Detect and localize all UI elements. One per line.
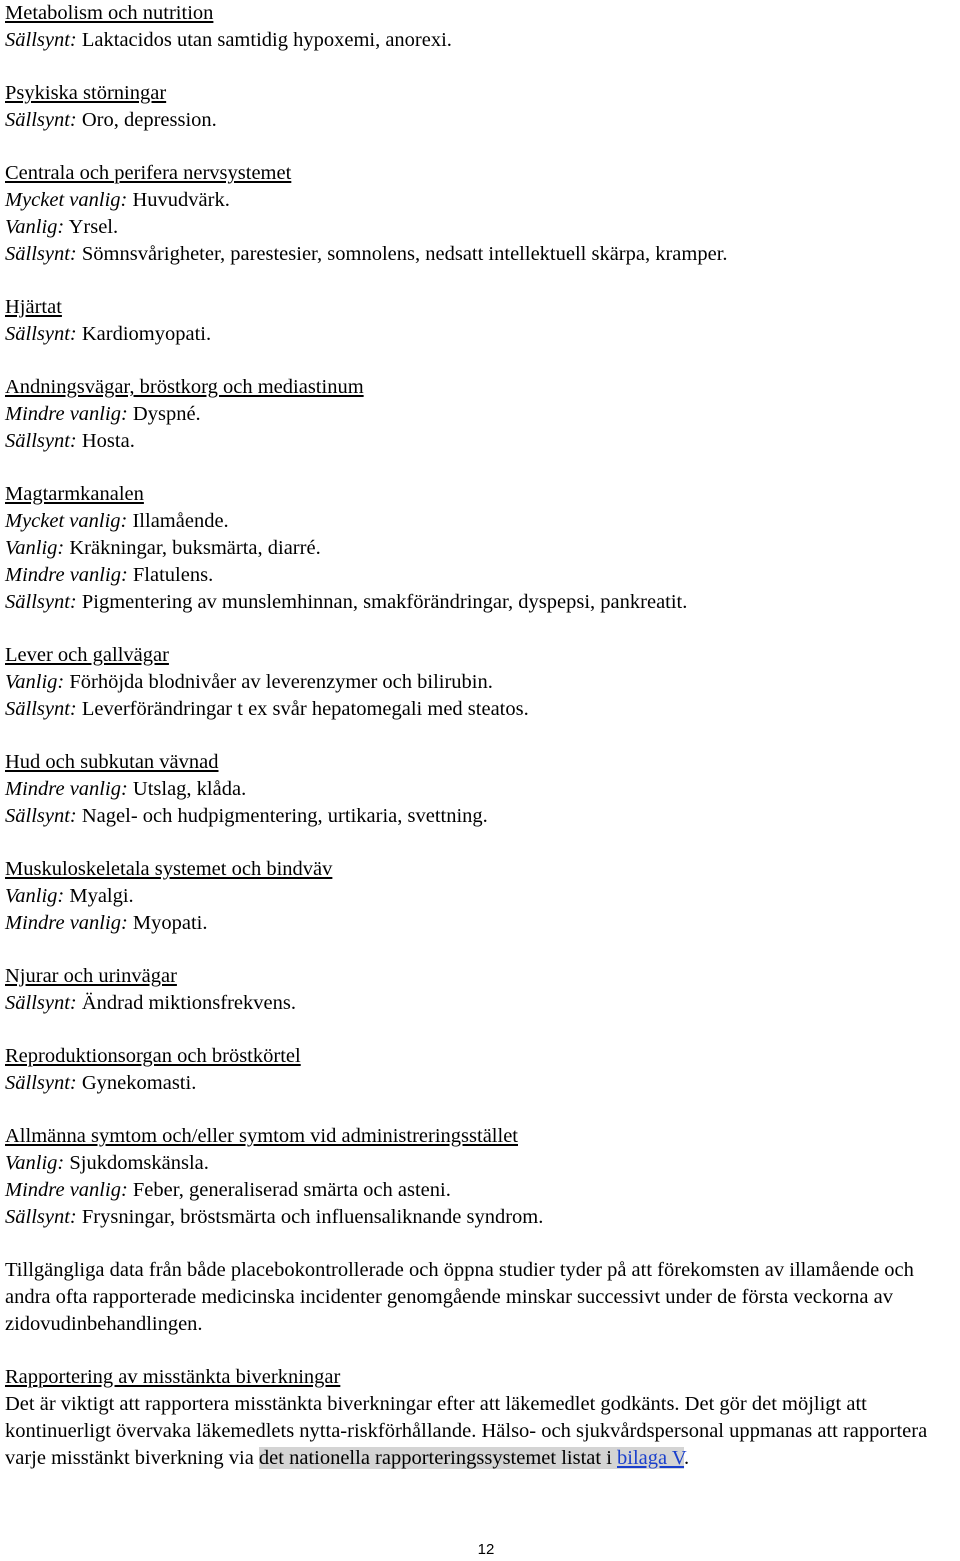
reaction-line bbox=[5, 1177, 960, 1204]
reporting-highlighted-text: det nationella rapporteringssystemet listat i bbox=[258, 1447, 618, 1469]
reaction-line bbox=[5, 883, 960, 910]
reaction-text: Leverförändringar t ex svår hepatomegali med steatos. bbox=[76, 698, 529, 720]
reaction-line bbox=[5, 1204, 960, 1231]
reaction-text: Nagel- och hudpigmentering, urtikaria, svettning. bbox=[76, 805, 488, 827]
reaction-line bbox=[5, 535, 960, 562]
reaction-line bbox=[5, 589, 960, 616]
soc-heading: Andningsvägar, bröstkorg och mediastinum bbox=[5, 376, 364, 398]
reaction-line bbox=[5, 428, 960, 455]
frequency-label: Mindre vanlig: bbox=[5, 778, 128, 800]
reaction-text: Dyspné. bbox=[127, 403, 201, 425]
soc-heading: Centrala och perifera nervsystemet bbox=[5, 162, 292, 184]
soc-heading: Hud och subkutan vävnad bbox=[5, 751, 219, 773]
frequency-label: Mindre vanlig: bbox=[5, 912, 128, 934]
reporting-text-end: . bbox=[684, 1447, 690, 1469]
page-number: 12 bbox=[477, 1541, 495, 1558]
soc-section bbox=[5, 160, 960, 268]
reaction-text: Laktacidos utan samtidig hypoxemi, anorexi. bbox=[76, 29, 452, 51]
reaction-line bbox=[5, 669, 960, 696]
soc-section bbox=[5, 963, 960, 1017]
reporting-heading: Rapportering av misstänkta biverkningar bbox=[5, 1366, 341, 1388]
reaction-line bbox=[5, 562, 960, 589]
reaction-text: Pigmentering av munslemhinnan, smakförändringar, dyspepsi, pankreatit. bbox=[76, 591, 688, 613]
reaction-line bbox=[5, 187, 960, 214]
frequency-label: Sällsynt: bbox=[5, 109, 77, 131]
reaction-text: Frysningar, bröstsmärta och influensaliknande syndrom. bbox=[76, 1206, 544, 1228]
frequency-label: Sällsynt: bbox=[5, 243, 77, 265]
reporting-text: Det är viktigt att rapportera misstänkta biverkningar efter att läkemedlet godkänts. Det gör det möjligt att kontinuerligt övervaka läkemedlets nytta-riskförhållande. Hälso- och sjukvårdspersonal uppmanas att rapportera varje misstänkt biverkning via bbox=[5, 1393, 928, 1469]
summary-paragraph: Tillgängliga data från både placebokontrollerade och öppna studier tyder på att förekomsten av illamående och andra ofta rapporterade medicinska incidenter genomgående minskar successivt under de första veckorna av zidovudinbehandlingen. bbox=[5, 1259, 914, 1335]
reporting-highlight bbox=[259, 1447, 684, 1469]
frequency-label: Mindre vanlig: bbox=[5, 403, 128, 425]
soc-heading: Hjärtat bbox=[5, 296, 62, 318]
frequency-label: Sällsynt: bbox=[5, 1072, 77, 1094]
reaction-text: Myalgi. bbox=[64, 885, 134, 907]
reaction-line bbox=[5, 214, 960, 241]
adverse-reactions-list bbox=[5, 0, 960, 1231]
reporting-section bbox=[5, 1364, 960, 1472]
reaction-text: Oro, depression. bbox=[76, 109, 217, 131]
reaction-text: Kräkningar, buksmärta, diarré. bbox=[64, 537, 321, 559]
frequency-label: Sällsynt: bbox=[5, 591, 77, 613]
frequency-label: Vanlig: bbox=[5, 885, 65, 907]
reaction-line bbox=[5, 1070, 960, 1097]
frequency-label: Sällsynt: bbox=[5, 805, 77, 827]
reaction-line bbox=[5, 776, 960, 803]
soc-section bbox=[5, 294, 960, 348]
soc-heading: Njurar och urinvägar bbox=[5, 965, 177, 987]
soc-heading: Lever och gallvägar bbox=[5, 644, 169, 666]
annex-v-link[interactable]: bilaga V bbox=[617, 1447, 685, 1469]
reaction-line bbox=[5, 401, 960, 428]
frequency-label: Sällsynt: bbox=[5, 29, 77, 51]
reaction-line bbox=[5, 241, 960, 268]
reaction-line bbox=[5, 990, 960, 1017]
reaction-text: Illamående. bbox=[127, 510, 229, 532]
reaction-line bbox=[5, 1150, 960, 1177]
soc-heading: Muskuloskeletala systemet och bindväv bbox=[5, 858, 333, 880]
soc-section bbox=[5, 1123, 960, 1231]
frequency-label: Mycket vanlig: bbox=[5, 189, 128, 211]
frequency-label: Mindre vanlig: bbox=[5, 1179, 128, 1201]
reporting-paragraph bbox=[5, 1391, 960, 1472]
reaction-line bbox=[5, 910, 960, 937]
frequency-label: Mycket vanlig: bbox=[5, 510, 128, 532]
soc-heading: Metabolism och nutrition bbox=[5, 2, 214, 24]
frequency-label: Vanlig: bbox=[5, 1152, 65, 1174]
frequency-label: Vanlig: bbox=[5, 537, 65, 559]
reaction-text: Förhöjda blodnivåer av leverenzymer och bilirubin. bbox=[64, 671, 493, 693]
reaction-text: Sömnsvårigheter, parestesier, somnolens, nedsatt intellektuell skärpa, kramper. bbox=[76, 243, 728, 265]
reaction-text: Huvudvärk. bbox=[127, 189, 230, 211]
reaction-line bbox=[5, 803, 960, 830]
reaction-text: Sjukdomskänsla. bbox=[64, 1152, 209, 1174]
soc-heading: Magtarmkanalen bbox=[5, 483, 144, 505]
reaction-line bbox=[5, 107, 960, 134]
reaction-text: Kardiomyopati. bbox=[76, 323, 212, 345]
reaction-text: Feber, generaliserad smärta och asteni. bbox=[127, 1179, 451, 1201]
soc-heading: Allmänna symtom och/eller symtom vid administreringsstället bbox=[5, 1125, 518, 1147]
reaction-text: Ändrad miktionsfrekvens. bbox=[76, 992, 296, 1014]
soc-heading: Psykiska störningar bbox=[5, 82, 167, 104]
soc-section bbox=[5, 0, 960, 54]
soc-section bbox=[5, 749, 960, 830]
reaction-text: Gynekomasti. bbox=[76, 1072, 197, 1094]
soc-section bbox=[5, 374, 960, 455]
frequency-label: Vanlig: bbox=[5, 216, 65, 238]
frequency-label: Vanlig: bbox=[5, 671, 65, 693]
soc-section bbox=[5, 80, 960, 134]
frequency-label: Sällsynt: bbox=[5, 1206, 77, 1228]
reaction-line bbox=[5, 508, 960, 535]
soc-heading: Reproduktionsorgan och bröstkörtel bbox=[5, 1045, 301, 1067]
reaction-line bbox=[5, 696, 960, 723]
reaction-text: Myopati. bbox=[127, 912, 208, 934]
reaction-text: Yrsel. bbox=[64, 216, 119, 238]
reaction-text: Hosta. bbox=[76, 430, 135, 452]
frequency-label: Sällsynt: bbox=[5, 698, 77, 720]
reaction-line bbox=[5, 27, 960, 54]
document-page bbox=[5, 0, 960, 1472]
frequency-label: Sällsynt: bbox=[5, 430, 77, 452]
soc-section bbox=[5, 642, 960, 723]
reaction-text: Flatulens. bbox=[127, 564, 214, 586]
frequency-label: Sällsynt: bbox=[5, 323, 77, 345]
reaction-line bbox=[5, 321, 960, 348]
soc-section bbox=[5, 1043, 960, 1097]
frequency-label: Mindre vanlig: bbox=[5, 564, 128, 586]
frequency-label: Sällsynt: bbox=[5, 992, 77, 1014]
soc-section bbox=[5, 856, 960, 937]
soc-section bbox=[5, 481, 960, 616]
reaction-text: Utslag, klåda. bbox=[127, 778, 247, 800]
